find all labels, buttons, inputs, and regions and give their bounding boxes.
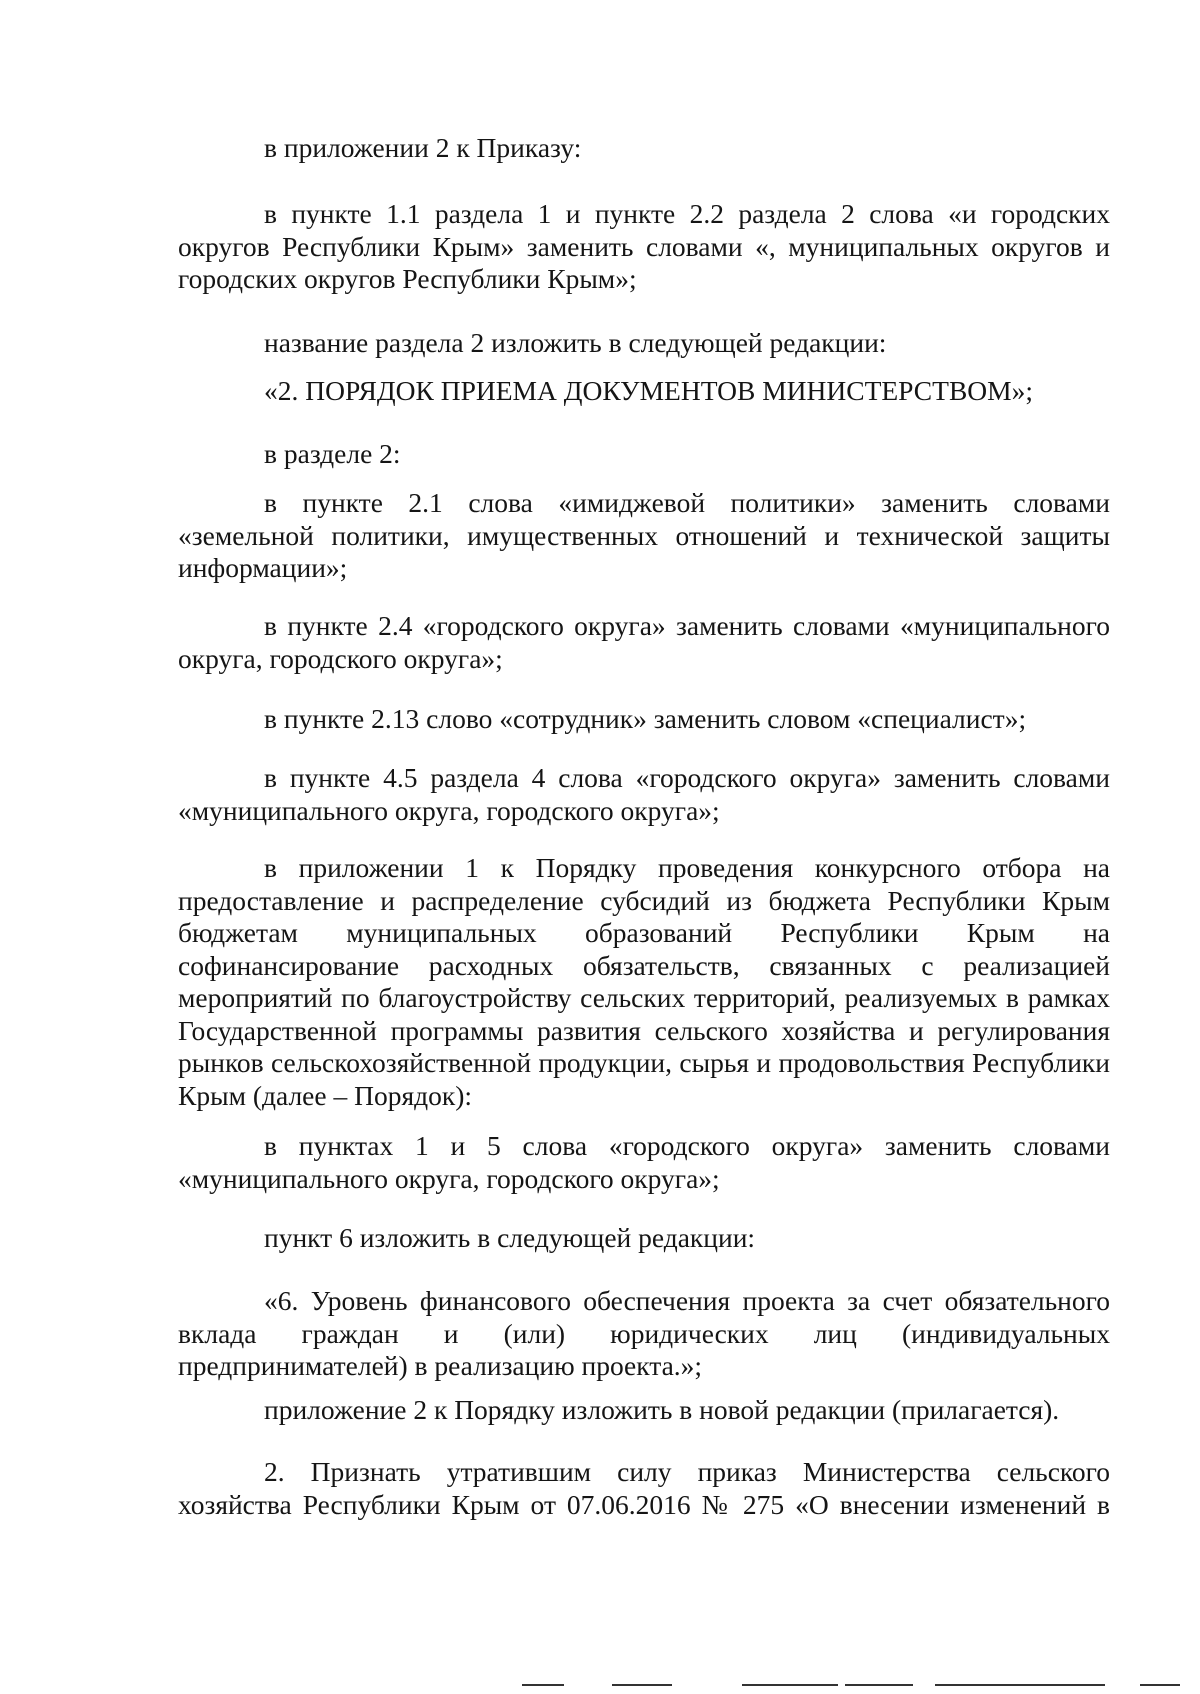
scan-edge-marks — [0, 1680, 1200, 1694]
paragraph-appendix-2-new-edition: приложение 2 к Порядку изложить в новой редакции (прилагается). — [264, 1394, 1060, 1425]
paragraph-clause-6-intro: пункт 6 изложить в следующей редакции: — [264, 1222, 756, 1253]
paragraph-clause-1-1-2-2: в пункте 1.1 раздела 1 и пункте 2.2 раздела 2 слова «и городских округов Республики Крым» заменить словами «, муниципальных округов и городских округов Республики Крым»; — [178, 198, 1110, 294]
scan-mark — [935, 1684, 1105, 1686]
paragraph-section-2-title-change: название раздела 2 изложить в следующей редакции: — [264, 327, 887, 358]
paragraph-clauses-1-5: в пунктах 1 и 5 слова «городского округа» заменить словами «муниципального округа, городского округа»; — [178, 1130, 1110, 1194]
paragraph-appendix-2-intro: в приложении 2 к Приказу: — [264, 132, 582, 163]
paragraph-clause-2-4: в пункте 2.4 «городского округа» заменить словами «муниципального округа, городского округа»; — [178, 610, 1110, 674]
paragraph-clause-6-text: «6. Уровень финансового обеспечения проекта за счет обязательного вклада граждан и (или) юридических лиц (индивидуальных предпринимателей) в реализацию проекта.»; — [178, 1285, 1110, 1381]
paragraph-clause-4-5: в пункте 4.5 раздела 4 слова «городского округа» заменить словами «муниципального округа, городского округа»; — [178, 762, 1110, 826]
paragraph-section-2-new-title: «2. ПОРЯДОК ПРИЕМА ДОКУМЕНТОВ МИНИСТЕРСТВОМ»; — [264, 375, 1033, 406]
paragraph-clause-2-13: в пункте 2.13 слово «сотрудник» заменить словом «специалист»; — [264, 703, 1027, 734]
paragraph-appendix-1-procedure: в приложении 1 к Порядку проведения конкурсного отбора на предоставление и распределение субсидий из бюджета Республики Крым бюджетам муниципальных образований Республики Крым на софинансирование расходных обязательств, связанных с реализацией мероприятий по благоустройству сельских территорий, реализуемых в рамках Государственной программы развития сельского хозяйства и регулирования рынков сельскохозяйственной продукции, сырья и продовольствия Республики Крым (далее – Порядок): — [178, 852, 1110, 1111]
scan-mark — [742, 1684, 838, 1686]
paragraph-section-2-heading: в разделе 2: — [264, 438, 401, 469]
scan-mark — [845, 1684, 913, 1686]
scan-mark — [1140, 1684, 1180, 1686]
paragraph-item-2-repeal: 2. Признать утратившим силу приказ Министерства сельского хозяйства Республики Крым от 07.06.2016 № 275 «О внесении изменений в — [178, 1456, 1110, 1520]
scan-mark — [522, 1684, 564, 1686]
paragraph-clause-2-1: в пункте 2.1 слова «имиджевой политики» заменить словами «земельной политики, имущественных отношений и технической защиты информации»; — [178, 487, 1110, 583]
scan-mark — [612, 1684, 672, 1686]
